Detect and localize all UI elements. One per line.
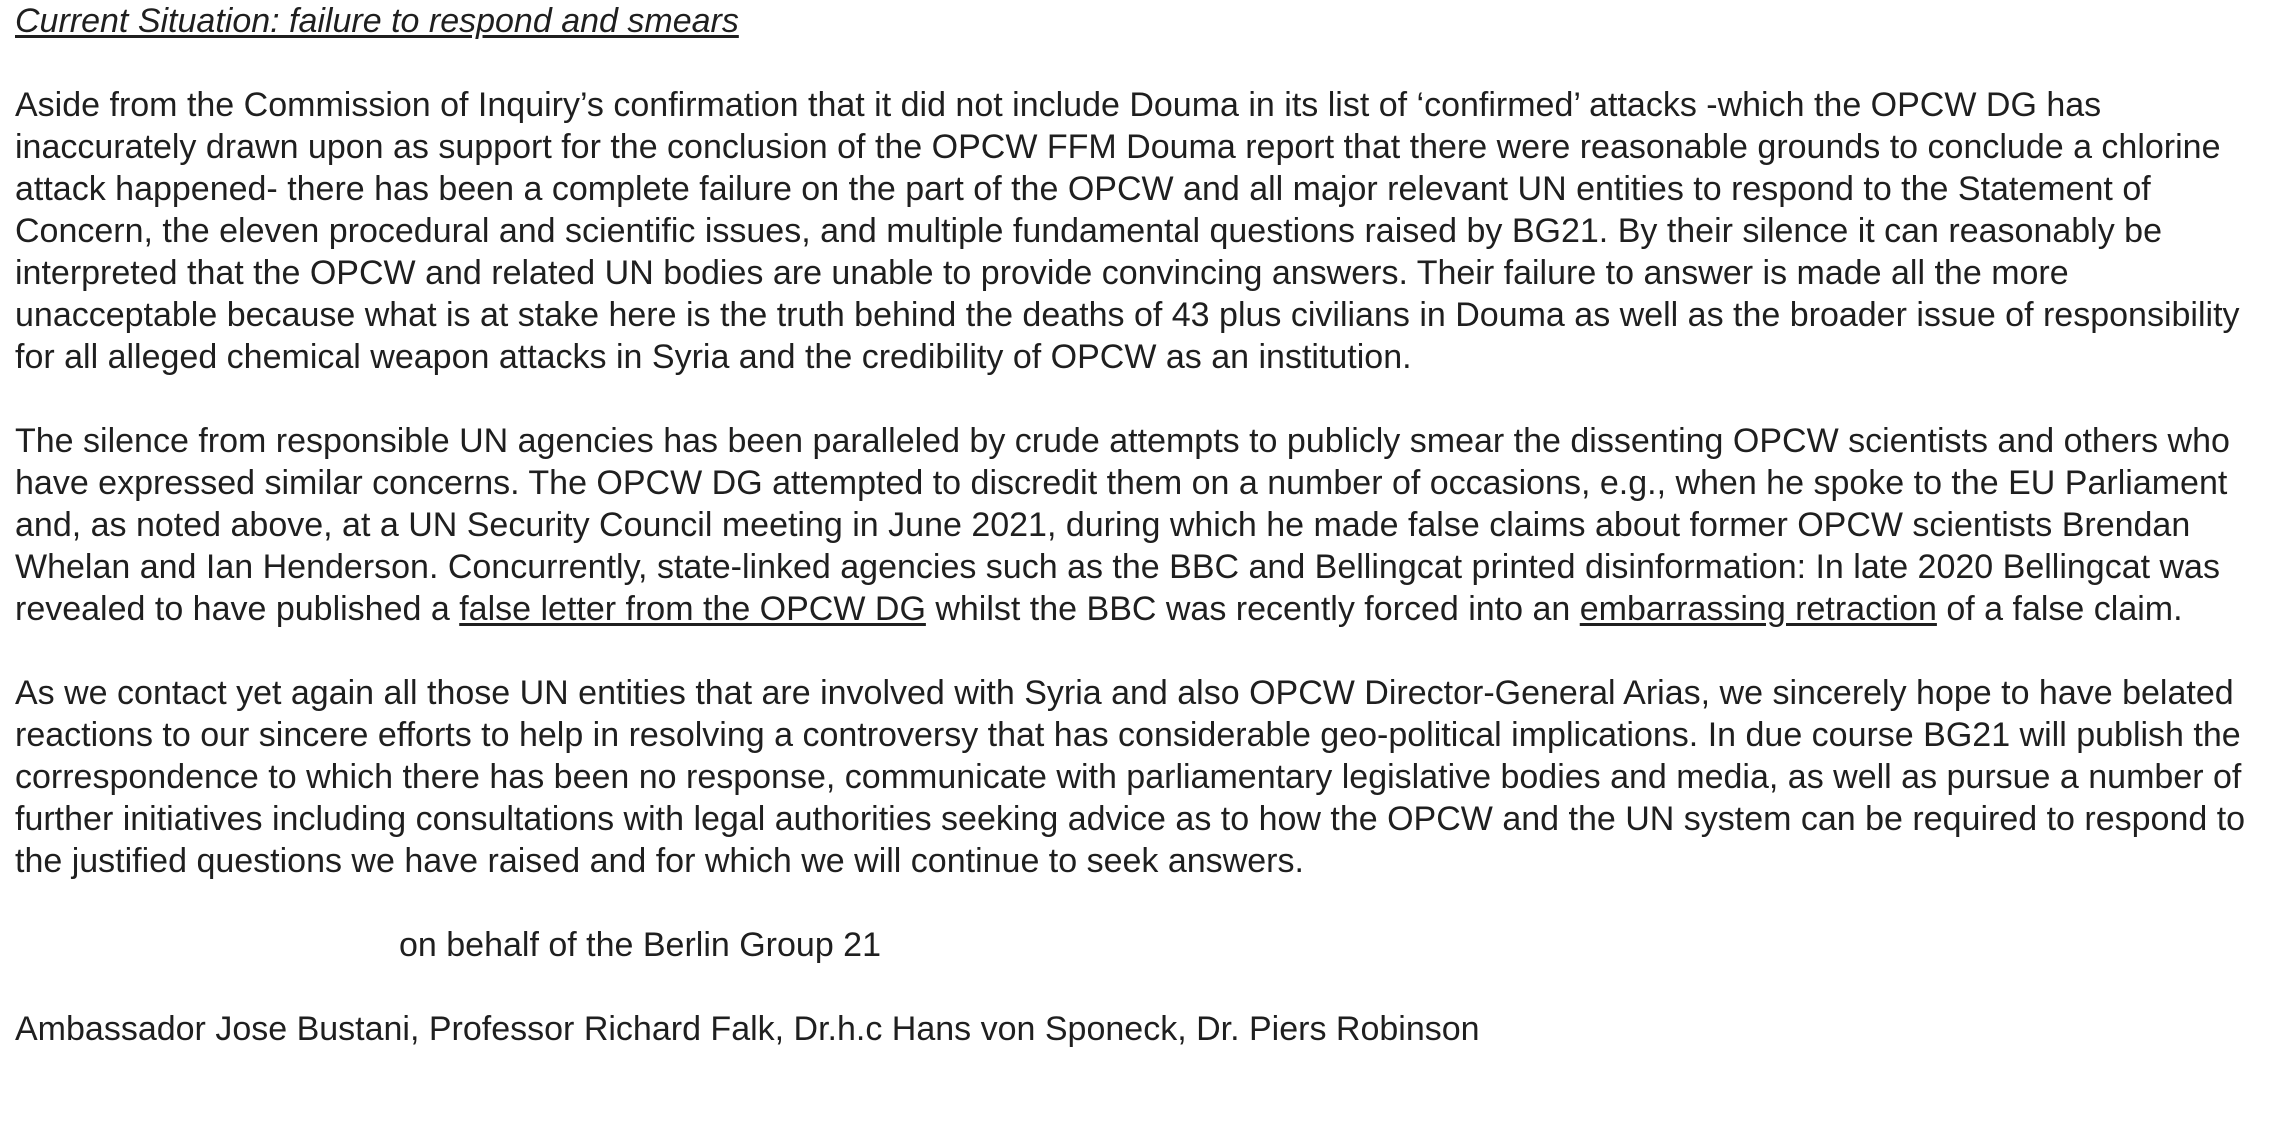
paragraph-spacer — [15, 378, 2267, 420]
paragraph-smears-text-2: whilst the BBC was recently forced into an — [925, 590, 1580, 628]
paragraph-spacer — [15, 42, 2267, 84]
document-body — [15, 0, 2267, 1050]
paragraph-smears — [15, 420, 2267, 630]
paragraph-smears-text-3: of a false claim. — [1936, 590, 2183, 628]
signoff-line: on behalf of the Berlin Group 21 — [399, 926, 881, 964]
embarrassing-retraction-link[interactable]: embarrassing retraction — [1579, 590, 1937, 628]
false-letter-link[interactable]: false letter from the OPCW DG — [459, 590, 926, 628]
paragraph-smears-text-1: The silence from responsible UN agencies has been paralleled by crude attempts to publicly smear the dissenting OPCW scientists and others who have expressed similar concerns. The OPCW DG attempted to discredit them on a number of occasions, e.g., when he spoke to the EU Parliament and, as noted above, at a UN Security Council meeting in June 2021, during which he made false claims about former OPCW scientists Brendan Whelan and Ian Henderson. Concurrently, state-linked agencies such as the BBC and Bellingcat printed disinformation: In late 2020 Bellingcat was revealed to have published a — [15, 422, 2230, 628]
paragraph-spacer — [15, 966, 2267, 1008]
signatories-line: Ambassador Jose Bustani, Professor Richard Falk, Dr.h.c Hans von Sponeck, Dr. Piers Robinson — [15, 1010, 1480, 1048]
paragraph-spacer — [15, 882, 2267, 924]
paragraph-next-steps: As we contact yet again all those UN entities that are involved with Syria and also OPCW Director-General Arias, we sincerely hope to have belated reactions to our sincere efforts to help in resolving a controversy that has considerable geo-political implications. In due course BG21 will publish the correspondence to which there has been no response, communicate with parliamentary legislative bodies and media, as well as pursue a number of further initiatives including consultations with legal authorities seeking advice as to how the OPCW and the UN system can be required to respond to the justified questions we have raised and for which we will continue to seek answers. — [15, 674, 2246, 880]
paragraph-spacer — [15, 630, 2267, 672]
paragraph-failure-to-respond: Aside from the Commission of Inquiry’s confirmation that it did not include Douma in its list of ‘confirmed’ attacks -which the OPCW DG has inaccurately drawn upon as support for the conclusion of the OPCW FFM Douma report that there were reasonable grounds to conclude a chlorine attack happened- there has been a complete failure on the part of the OPCW and all major relevant UN entities to respond to the Statement of Concern, the eleven procedural and scientific issues, and multiple fundamental questions raised by BG21. By their silence it can reasonably be interpreted that the OPCW and related UN bodies are unable to provide convincing answers. Their failure to answer is made all the more unacceptable because what is at stake here is the truth behind the deaths of 43 plus civilians in Douma as well as the broader issue of responsibility for all alleged chemical weapon attacks in Syria and the credibility of OPCW as an institution. — [15, 86, 2240, 376]
section-heading: Current Situation: failure to respond and smears — [15, 2, 739, 40]
